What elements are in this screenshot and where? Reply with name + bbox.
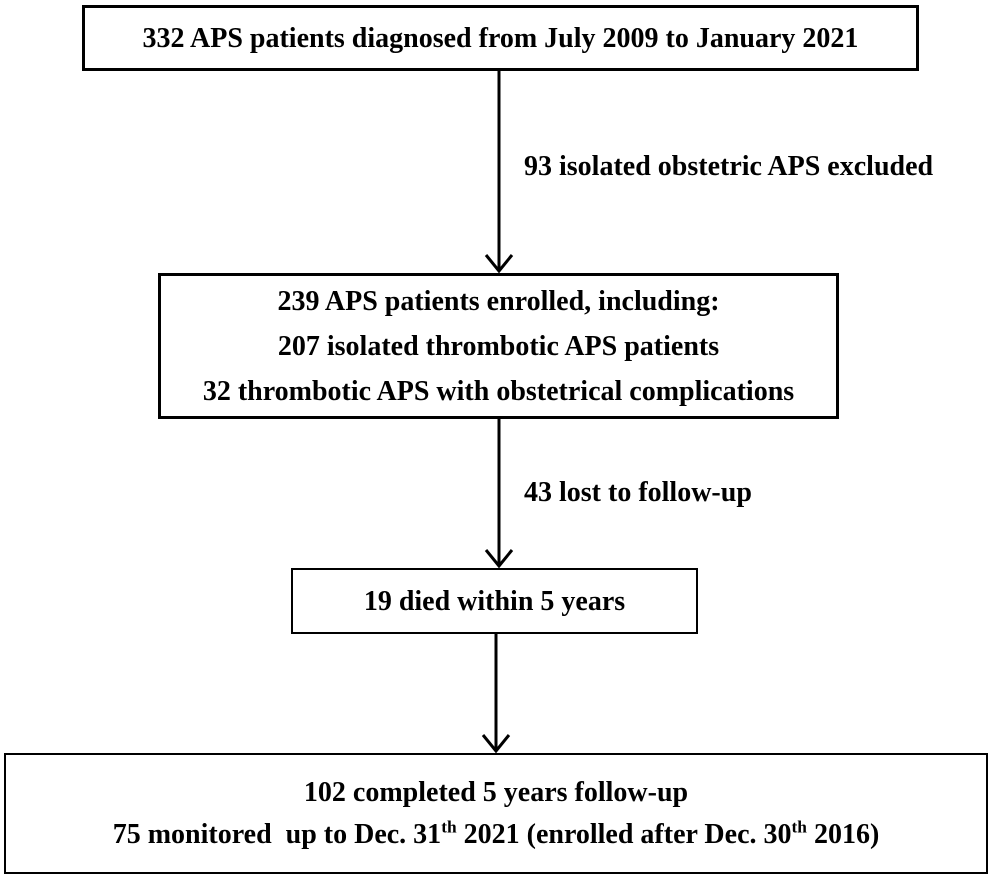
- label-lost-to-followup: 43 lost to follow-up: [524, 477, 752, 508]
- box-completed-line2-seg3: 2016): [806, 818, 880, 850]
- box-enrolled: [158, 273, 839, 419]
- arrow-down-2: [486, 418, 512, 566]
- box-diagnosed-text: 332 APS patients diagnosed from July 2009 to January 2021: [142, 22, 859, 54]
- box-enrolled-line1: 239 APS patients enrolled, including:: [277, 285, 720, 317]
- box-completed-line2-sup2: th: [791, 817, 807, 837]
- box-completed-line2-seg1: 75 monitored up to Dec. 31: [112, 818, 442, 850]
- box-enrolled-line2: 207 isolated thrombotic APS patients: [277, 330, 720, 362]
- box-completed: [4, 753, 988, 874]
- box-died: [291, 568, 698, 634]
- arrow-down-1: [486, 70, 512, 271]
- box-diagnosed: [82, 5, 919, 71]
- box-died-text: 19 died within 5 years: [363, 585, 626, 617]
- box-completed-line1: 102 completed 5 years follow-up: [303, 776, 689, 808]
- box-completed-line2: [113, 814, 880, 856]
- box-enrolled-line3: 32 thrombotic APS with obstetrical complications: [202, 375, 795, 407]
- box-completed-line2-sup1: th: [441, 817, 457, 837]
- arrow-down-3: [483, 633, 509, 751]
- box-completed-line2-seg2: 2021 (enrolled after Dec. 30: [456, 818, 792, 850]
- label-excluded: 93 isolated obstetric APS excluded: [524, 151, 934, 182]
